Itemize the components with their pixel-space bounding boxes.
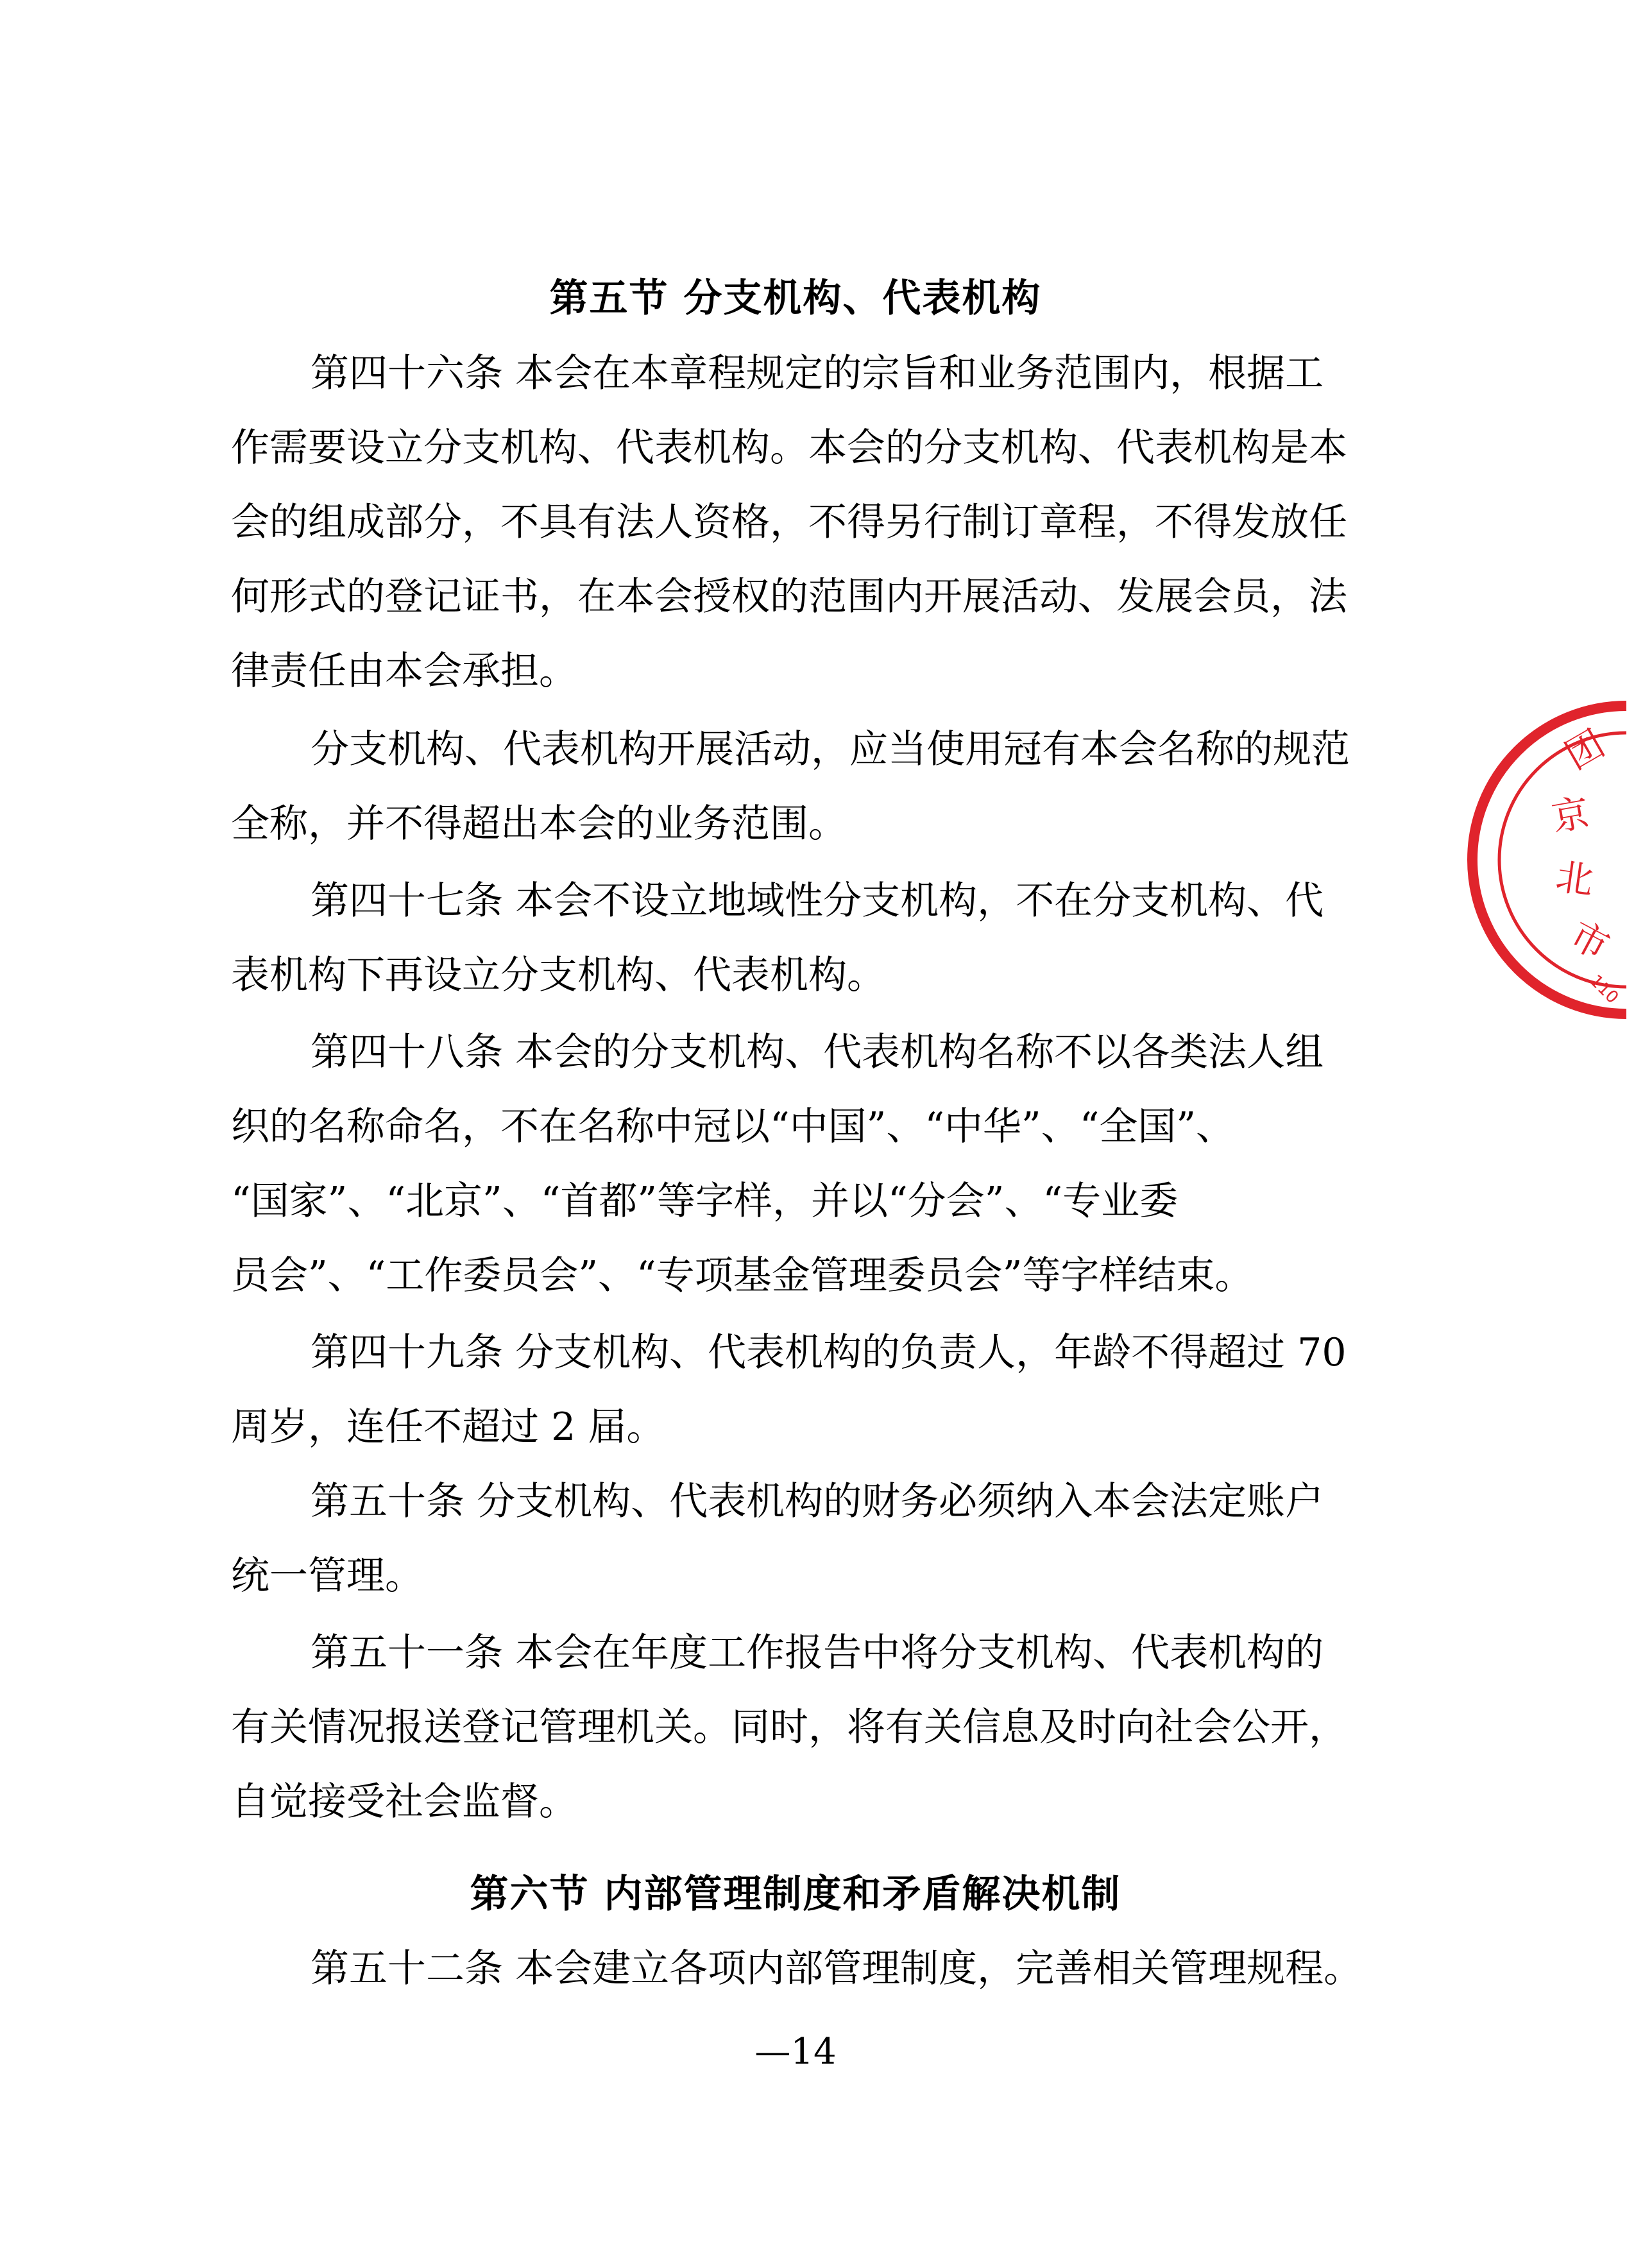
article-47-line-1: 第四十七条 本会不设立地域性分支机构，不在分支机构、代 xyxy=(311,878,1324,923)
article-50-line-2: 统一管理。 xyxy=(231,1553,423,1598)
seal-digits: 110 xyxy=(1586,971,1622,1008)
article-52-line-1: 第五十二条 本会建立各项内部管理制度，完善相关管理规程。 xyxy=(311,1946,1363,1991)
article-46-para2-line-2: 全称，并不得超出本会的业务范围。 xyxy=(231,801,847,846)
article-46-para2-line-1: 分支机构、代表机构开展活动，应当使用冠有本会名称的规范 xyxy=(311,727,1350,772)
article-46-line-4: 何形式的登记证书，在本会授权的范围内开展活动、发展会员，法 xyxy=(231,574,1347,619)
article-50-line-1: 第五十条 分支机构、代表机构的财务必须纳入本会法定账户 xyxy=(311,1479,1324,1524)
article-48-line-1: 第四十八条 本会的分支机构、代表机构名称不以各类法人组 xyxy=(311,1030,1324,1075)
article-48-line-3: “国家”、“北京”、“首都”等字样，并以“分会”、“专业委 xyxy=(231,1179,1179,1224)
article-46-line-2: 作需要设立分支机构、代表机构。本会的分支机构、代表机构是本 xyxy=(231,425,1347,470)
article-49-line-2: 周岁，连任不超过 2 届。 xyxy=(231,1405,665,1450)
section-heading-6: 第六节 内部管理制度和矛盾解决机制 xyxy=(470,1872,1121,1917)
seal-char-3: 北 xyxy=(1553,854,1596,903)
article-48-line-2: 织的名称命名，不在名称中冠以“中国”、“中华”、“全国”、 xyxy=(231,1104,1235,1149)
article-51-line-3: 自觉接受社会监督。 xyxy=(231,1779,577,1824)
article-51-line-2: 有关情况报送登记管理机关。同时，将有关信息及时向社会公开， xyxy=(231,1705,1347,1750)
article-49-line-1: 第四十九条 分支机构、代表机构的负责人，年龄不得超过 70 xyxy=(311,1330,1347,1375)
seal-char-1: 团 xyxy=(1558,721,1612,778)
page-number: —14 xyxy=(754,2031,837,2073)
seal-char-4: 市 xyxy=(1563,912,1617,969)
article-46-line-1: 第四十六条 本会在本章程规定的宗旨和业务范围内，根据工 xyxy=(311,351,1324,396)
article-47-line-2: 表机构下再设立分支机构、代表机构。 xyxy=(231,953,885,998)
seal-char-2: 京 xyxy=(1548,790,1593,840)
article-46-line-5: 律责任由本会承担。 xyxy=(231,649,577,694)
article-48-line-4: 员会”、“工作委员会”、“专项基金管理委员会”等字样结束。 xyxy=(231,1253,1254,1298)
article-46-line-3: 会的组成部分，不具有法人资格，不得另行制订章程，不得发放任 xyxy=(231,500,1347,545)
official-seal-stamp xyxy=(1530,693,1652,1027)
article-51-line-1: 第五十一条 本会在年度工作报告中将分支机构、代表机构的 xyxy=(311,1630,1324,1675)
section-heading-5: 第五节 分支机构、代表机构 xyxy=(549,276,1042,321)
